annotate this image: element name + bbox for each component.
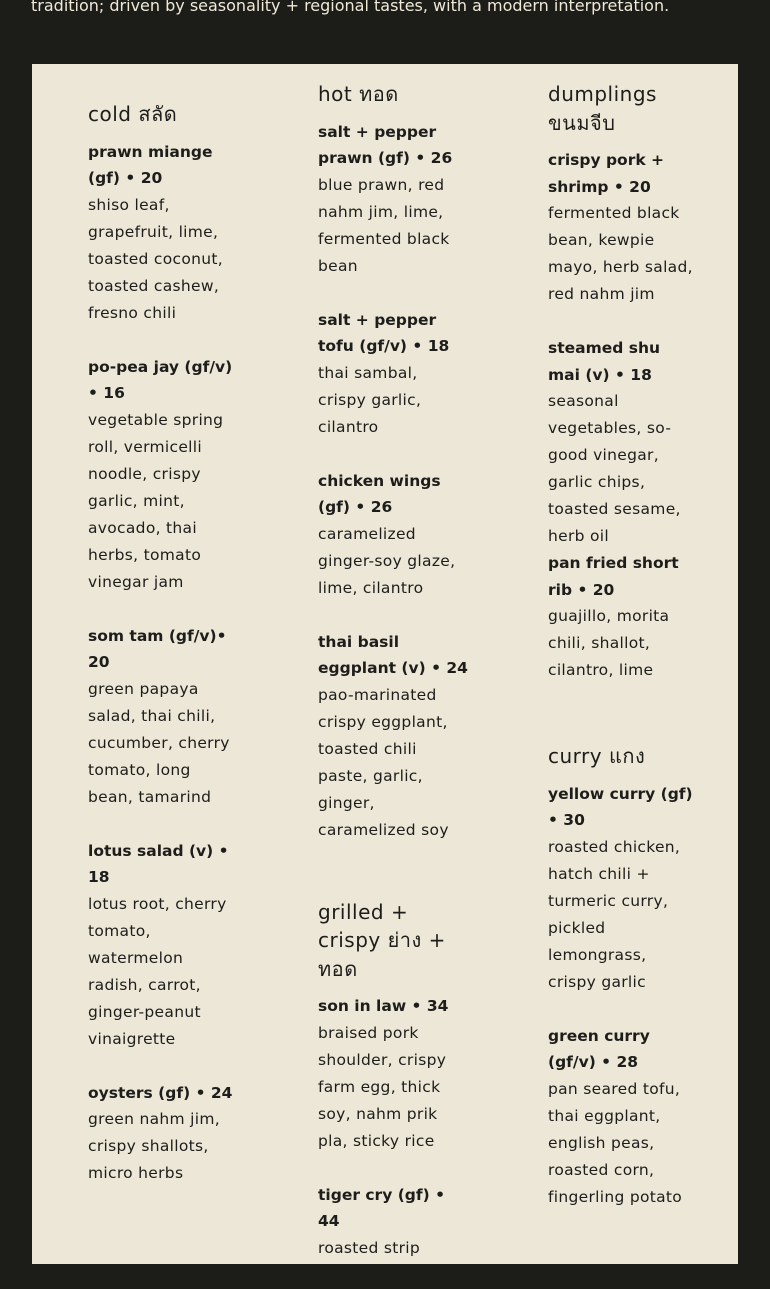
- item-description: seasonal vegetables, so-good vinegar, garlic chips, toasted sesame, herb oil: [548, 392, 681, 545]
- item-name: oysters (gf) • 24: [88, 1083, 233, 1102]
- item-name: thai basil eggplant (v) • 24: [318, 632, 468, 677]
- item-description: blue prawn, red nahm jim, lime, fermented black bean: [318, 175, 450, 275]
- item-description: caramelized ginger-soy glaze, lime, cilantro: [318, 524, 456, 597]
- menu-panel: [32, 64, 738, 1264]
- menu-item: [548, 781, 696, 996]
- item-name: crispy pork + shrimp • 20: [548, 151, 665, 196]
- menu-item: [318, 1182, 468, 1262]
- menu-item: [318, 119, 468, 280]
- item-name: yellow curry (gf) • 30: [548, 784, 693, 829]
- item-name: pan fried short rib • 20: [548, 554, 679, 599]
- item-name: prawn miange (gf) • 20: [88, 142, 213, 187]
- menu-item: [548, 550, 696, 684]
- menu-item: [88, 354, 233, 596]
- section-title-grilled: grilled + crispy ย่าง + ทอด: [318, 899, 446, 981]
- section-title-dumplings: dumplings ขนมจีบ: [548, 82, 657, 135]
- section-title-cold: cold สลัด: [88, 102, 178, 126]
- item-name: tiger cry (gf) • 44: [318, 1185, 446, 1230]
- item-description: thai sambal, crispy garlic, cilantro: [318, 363, 422, 436]
- item-description: green nahm jim, crispy shallots, micro herbs: [88, 1110, 221, 1182]
- item-name: po-pea jay (gf/v) • 16: [88, 357, 233, 402]
- menu-item: [318, 468, 468, 602]
- item-description: pan seared tofu, thai eggplant, english peas, roasted corn, fingerling potato: [548, 1079, 683, 1206]
- item-name: green curry (gf/v) • 28: [548, 1026, 650, 1071]
- item-name: son in law • 34: [318, 997, 449, 1015]
- item-description: shiso leaf, grapefruit, lime, toasted coconut, toasted cashew, fresno chili: [88, 195, 223, 322]
- item-description: roasted strip: [318, 1238, 421, 1257]
- intro-text: tradition; driven by seasonality + regional tastes, with a modern interpretation.: [31, 0, 670, 15]
- item-description: vegetable spring roll, vermicelli noodle, crispy garlic, mint, avocado, thai herbs, tomato vinegar jam: [88, 410, 224, 591]
- menu-item: [88, 623, 233, 811]
- menu-item: [318, 307, 468, 441]
- item-description: roasted chicken, hatch chili + turmeric curry, pickled lemongrass, crispy garlic: [548, 837, 681, 991]
- item-description: pao-marinated crispy eggplant, toasted chili paste, garlic, ginger, caramelized soy: [318, 685, 449, 839]
- menu-item: [548, 147, 696, 308]
- item-name: lotus salad (v) • 18: [88, 841, 229, 886]
- menu-item: [88, 838, 233, 1053]
- item-name: salt + pepper tofu (gf/v) • 18: [318, 310, 450, 355]
- item-description: lotus root, cherry tomato, watermelon radish, carrot, ginger-peanut vinaigrette: [88, 894, 227, 1048]
- menu-item: [318, 629, 468, 844]
- menu-item: [318, 993, 468, 1155]
- menu-item: [88, 1080, 233, 1188]
- item-name: chicken wings (gf) • 26: [318, 471, 441, 516]
- menu-item: [548, 1023, 696, 1211]
- item-name: steamed shu mai (v) • 18: [548, 339, 661, 384]
- item-name: salt + pepper prawn (gf) • 26: [318, 122, 453, 167]
- menu-column-3: [548, 80, 696, 1238]
- item-description: braised pork shoulder, crispy farm egg, thick soy, nahm prik pla, sticky rice: [318, 1023, 447, 1150]
- item-description: fermented black bean, kewpie mayo, herb salad, red nahm jim: [548, 204, 693, 303]
- menu-column-2: [318, 80, 468, 1289]
- item-description: green papaya salad, thai chili, cucumber, cherry tomato, long bean, tamarind: [88, 679, 230, 806]
- menu-item: [88, 139, 233, 327]
- item-name: som tam (gf/v)• 20: [88, 626, 227, 671]
- section-title-curry: curry แกง: [548, 744, 646, 768]
- menu-column-1: [88, 100, 233, 1214]
- menu-item: [548, 335, 696, 550]
- item-description: guajillo, morita chili, shallot, cilantro, lime: [548, 607, 670, 679]
- section-title-hot: hot ทอด: [318, 82, 399, 106]
